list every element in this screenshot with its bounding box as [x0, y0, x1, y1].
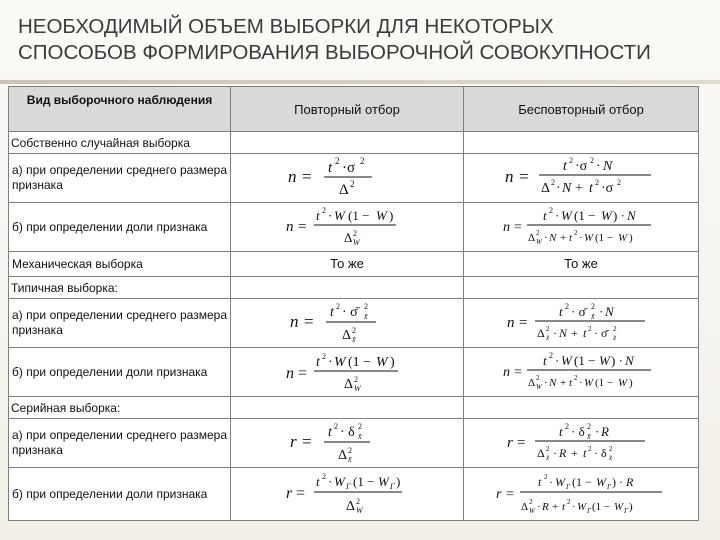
svg-text:n: n — [503, 220, 510, 235]
svg-text:Г: Г — [390, 482, 395, 491]
svg-text:N: N — [605, 304, 614, 319]
svg-text:Г: Г — [587, 507, 591, 515]
svg-text:x̃: x̃ — [587, 432, 591, 441]
svg-text:t: t — [583, 446, 587, 460]
formula-serial-repeated-mean — [231, 419, 464, 468]
formula-svg — [282, 203, 412, 247]
svg-text:x̃: x̃ — [546, 334, 550, 342]
table-row — [9, 468, 699, 521]
header-observation-type: Вид выборочного наблюдения — [9, 87, 231, 132]
svg-text:2: 2 — [354, 375, 358, 384]
svg-text:Δ: Δ — [346, 499, 356, 514]
section-row-mechanical — [9, 252, 699, 277]
svg-text:W: W — [354, 384, 361, 392]
svg-text:N: N — [625, 353, 634, 368]
svg-text:·: · — [595, 424, 600, 439]
svg-text:2: 2 — [617, 178, 621, 187]
svg-text:W: W — [596, 475, 606, 489]
svg-text:2: 2 — [549, 351, 553, 360]
section-row-simple-random — [9, 132, 699, 154]
svg-text:(1 −: (1 − — [574, 353, 596, 368]
svg-text:W: W — [334, 208, 345, 223]
svg-text:+: + — [571, 446, 578, 460]
table-row — [9, 419, 699, 468]
title-line-1: НЕОБХОДИМЫЙ ОБЪЕМ ВЫБОРКИ ДЛЯ НЕКОТОРЫХ — [18, 15, 554, 38]
section-row-serial — [9, 397, 699, 419]
svg-text:W: W — [536, 238, 542, 246]
svg-text:) ·: ) · — [611, 353, 623, 368]
svg-text:+: + — [552, 501, 559, 513]
table-header-row — [9, 87, 699, 132]
svg-text:2: 2 — [546, 325, 550, 333]
row-label-mean: а) при определении среднего размера признака — [9, 299, 231, 348]
svg-text:W: W — [618, 232, 628, 244]
svg-text:Δ: Δ — [344, 377, 354, 392]
svg-text:2: 2 — [549, 206, 553, 215]
section-label-mechanical: Механическая выборка — [9, 252, 231, 277]
svg-text:2: 2 — [588, 325, 592, 333]
svg-text:(1 −: (1 − — [574, 208, 596, 223]
svg-text:x̃: x̃ — [546, 454, 550, 462]
svg-text:=: = — [519, 167, 529, 186]
formula-svg — [282, 154, 412, 198]
svg-text:2: 2 — [590, 156, 594, 165]
svg-text:·: · — [544, 232, 548, 244]
svg-text:N: N — [603, 159, 613, 174]
svg-text:N: N — [549, 377, 557, 389]
svg-text:x̃: x̃ — [352, 335, 356, 343]
svg-text:=: = — [514, 220, 522, 235]
svg-text:2: 2 — [350, 179, 355, 189]
svg-text:Δ: Δ — [528, 232, 536, 244]
svg-text:·σ: ·σ — [342, 160, 356, 176]
svg-text:·σ: ·σ — [575, 159, 588, 174]
svg-text:Г: Г — [566, 483, 570, 491]
table-row — [9, 203, 699, 252]
svg-text:·: · — [555, 208, 560, 223]
svg-text:2: 2 — [546, 445, 550, 453]
formula-svg — [282, 419, 412, 463]
formula-svg — [282, 299, 412, 343]
formula-typical-repeated-share — [231, 348, 464, 397]
svg-text:W: W — [353, 238, 360, 247]
svg-text:2: 2 — [529, 498, 533, 506]
svg-text:W: W — [584, 377, 594, 389]
svg-text:) ·: ) · — [612, 475, 623, 489]
svg-text:=: = — [519, 315, 528, 331]
svg-text:·: · — [544, 377, 548, 389]
svg-text:Δ: Δ — [339, 182, 349, 198]
svg-text:·: · — [537, 501, 541, 513]
svg-text:2: 2 — [587, 422, 591, 431]
svg-text:Δ: Δ — [338, 448, 348, 463]
svg-text:(1 −: (1 − — [348, 208, 370, 223]
svg-text:·: · — [328, 355, 333, 370]
section-row-typical — [9, 277, 699, 299]
svg-text:=: = — [506, 487, 514, 502]
section-label-typical: Типичная выборка: — [9, 277, 231, 299]
title-divider — [0, 80, 720, 84]
svg-text:Δ: Δ — [537, 326, 545, 340]
svg-text:n: n — [288, 167, 297, 186]
svg-text:R: R — [559, 446, 567, 460]
svg-text:t: t — [589, 181, 593, 196]
svg-text:2: 2 — [544, 473, 548, 481]
svg-text:t: t — [316, 355, 320, 370]
svg-text:· δ: · δ — [571, 424, 585, 439]
svg-text:+: + — [560, 232, 567, 244]
svg-text:(1 −: (1 − — [348, 355, 372, 370]
formula-svg — [501, 348, 661, 392]
svg-text:W: W — [577, 501, 587, 513]
svg-text:N: N — [627, 208, 636, 223]
svg-text:2: 2 — [360, 156, 365, 166]
svg-text:W: W — [618, 377, 628, 389]
svg-text:N: N — [562, 181, 572, 196]
svg-text:=: = — [296, 485, 306, 502]
svg-text:t: t — [562, 501, 566, 513]
row-label-share: б) при определении доли признака — [9, 348, 231, 397]
sample-size-table — [8, 86, 699, 521]
svg-text:2: 2 — [352, 326, 356, 335]
formula-svg — [496, 468, 666, 516]
svg-text:r: r — [507, 435, 513, 451]
formula-svg — [501, 299, 661, 343]
formula-random-repeated-mean — [231, 154, 464, 203]
svg-text:·: · — [549, 475, 553, 489]
svg-text:n: n — [507, 315, 515, 331]
svg-text:2: 2 — [335, 156, 340, 166]
svg-text:t: t — [559, 424, 563, 439]
svg-text:W: W — [561, 353, 572, 368]
svg-text:· δ: · δ — [594, 446, 607, 460]
section-label-serial: Серийная выборка: — [9, 397, 231, 419]
row-label-mean: а) при определении среднего размера признака — [9, 419, 231, 468]
svg-text:): ) — [390, 355, 395, 370]
svg-text:Г: Г — [346, 482, 351, 491]
svg-text:·: · — [579, 377, 583, 389]
svg-text:) ·: ) · — [613, 208, 625, 223]
svg-text:2: 2 — [364, 302, 368, 311]
svg-text:W: W — [376, 355, 388, 370]
svg-text:2: 2 — [334, 422, 338, 431]
svg-text:=: = — [302, 432, 312, 451]
svg-text:+: + — [575, 181, 583, 196]
svg-text:(1 −: (1 − — [592, 501, 611, 513]
svg-text:x̃: x̃ — [358, 432, 362, 441]
header-repeated-sampling: Повторный отбор — [231, 87, 464, 132]
svg-text:·: · — [596, 159, 601, 174]
svg-text:W: W — [536, 383, 542, 391]
svg-text:2: 2 — [574, 229, 578, 237]
svg-text:x̃: x̃ — [348, 455, 352, 463]
svg-text:2: 2 — [565, 302, 569, 311]
table-row — [9, 299, 699, 348]
formula-typical-nonrepeated-share — [464, 348, 699, 397]
svg-text:x̃: x̃ — [609, 454, 613, 462]
svg-text:2: 2 — [591, 302, 595, 311]
svg-text:=: = — [298, 365, 308, 382]
svg-text:2: 2 — [565, 422, 569, 431]
formula-svg — [501, 203, 661, 247]
svg-text:Г: Г — [624, 507, 628, 515]
formula-serial-repeated-share — [231, 468, 464, 521]
svg-text:·: · — [599, 304, 604, 319]
svg-text:2: 2 — [595, 178, 599, 187]
formula-svg — [282, 348, 412, 392]
svg-text:=: = — [517, 435, 526, 451]
svg-text:+: + — [560, 377, 567, 389]
svg-text:): ) — [629, 232, 633, 244]
formula-random-nonrepeated-mean — [464, 154, 699, 203]
svg-text:W: W — [555, 475, 565, 489]
svg-text:W: W — [356, 506, 363, 515]
svg-text:n: n — [286, 365, 294, 382]
svg-text:x̃: x̃ — [364, 312, 368, 321]
svg-text:2: 2 — [322, 206, 326, 215]
svg-text:2: 2 — [322, 472, 326, 481]
svg-text:(1 −: (1 − — [572, 475, 592, 489]
row-label-share: б) при определении доли признака — [9, 468, 231, 521]
svg-text:t: t — [563, 159, 567, 174]
svg-text:t: t — [559, 304, 563, 319]
svg-text:t: t — [328, 425, 332, 440]
svg-text:W: W — [584, 232, 594, 244]
svg-text:W: W — [376, 208, 387, 223]
svg-text:r: r — [290, 432, 297, 451]
svg-text:R: R — [601, 424, 609, 439]
svg-text:): ) — [389, 208, 394, 223]
svg-text:Δ: Δ — [537, 446, 545, 460]
svg-text:t: t — [328, 160, 333, 176]
cell-same-nonrepeated: То же — [464, 252, 699, 277]
svg-text:n: n — [505, 167, 514, 186]
svg-text:R: R — [626, 475, 634, 489]
svg-text:·: · — [572, 501, 576, 513]
svg-text:t: t — [569, 232, 573, 244]
svg-text:·: · — [328, 208, 333, 223]
title-line-2: СПОСОБОВ ФОРМИРОВАНИЯ ВЫБОРОЧНОЙ СОВОКУПНОСТИ — [18, 41, 651, 64]
svg-text:W: W — [378, 474, 389, 489]
formula-typical-repeated-mean — [231, 299, 464, 348]
svg-text:2: 2 — [569, 156, 573, 165]
svg-text:2: 2 — [609, 445, 613, 453]
svg-text:2: 2 — [353, 229, 357, 238]
svg-text:· σ̄: · σ̄ — [342, 305, 358, 320]
formula-svg — [501, 154, 661, 198]
svg-text:t: t — [583, 326, 587, 340]
svg-text:=: = — [298, 219, 307, 235]
row-label-mean: а) при определении среднего размера признака — [9, 154, 231, 203]
svg-text:(1 −: (1 − — [353, 474, 375, 489]
svg-text:2: 2 — [358, 422, 362, 431]
svg-text:t: t — [316, 474, 320, 489]
svg-text:t: t — [538, 475, 542, 489]
svg-text:t: t — [316, 208, 320, 223]
svg-text:Δ: Δ — [521, 501, 529, 513]
svg-text:(1 −: (1 − — [595, 232, 614, 244]
svg-text:t: t — [569, 377, 573, 389]
svg-text:2: 2 — [356, 497, 360, 506]
svg-text:·: · — [555, 353, 560, 368]
svg-text:W: W — [561, 208, 572, 223]
svg-text:t: t — [543, 353, 547, 368]
svg-text:t: t — [330, 305, 334, 320]
svg-text:2: 2 — [336, 302, 340, 311]
header-non-repeated-sampling: Бесповторный отбор — [464, 87, 699, 132]
svg-text:=: = — [302, 167, 312, 186]
svg-text:n: n — [290, 312, 299, 331]
svg-text:·σ: ·σ — [601, 181, 614, 196]
svg-text:(1 −: (1 − — [595, 377, 614, 389]
svg-text:2: 2 — [536, 374, 540, 382]
svg-text:· σ̄: · σ̄ — [594, 326, 608, 340]
svg-text:=: = — [304, 312, 314, 331]
formula-svg — [282, 468, 412, 516]
svg-text:x̃: x̃ — [613, 334, 617, 342]
svg-text:2: 2 — [348, 446, 352, 455]
formula-typical-nonrepeated-mean — [464, 299, 699, 348]
page-title — [18, 14, 708, 66]
svg-text:2: 2 — [613, 325, 617, 333]
svg-text:W: W — [529, 507, 535, 515]
svg-text:·: · — [579, 232, 583, 244]
cell-same-repeated: То же — [231, 252, 464, 277]
svg-text:2: 2 — [322, 352, 326, 361]
svg-text:R: R — [542, 501, 549, 513]
svg-text:+: + — [571, 326, 578, 340]
svg-text:2: 2 — [551, 178, 555, 187]
svg-text:2: 2 — [567, 498, 571, 506]
svg-text:Δ: Δ — [344, 230, 353, 245]
svg-text:2: 2 — [536, 229, 540, 237]
svg-text:W: W — [334, 474, 345, 489]
svg-text:N: N — [549, 232, 557, 244]
svg-text:Δ: Δ — [528, 377, 536, 389]
table-row — [9, 348, 699, 397]
svg-text:x̃: x̃ — [591, 312, 595, 321]
formula-serial-nonrepeated-share — [464, 468, 699, 521]
svg-text:): ) — [629, 377, 633, 389]
svg-text:r: r — [286, 485, 293, 502]
formula-random-repeated-share — [231, 203, 464, 252]
svg-text:· σ̄: · σ̄ — [571, 304, 586, 319]
svg-text:r: r — [496, 487, 502, 502]
svg-text:W: W — [599, 353, 610, 368]
svg-text:W: W — [614, 501, 624, 513]
svg-text:· δ: · δ — [340, 425, 355, 440]
table-row — [9, 154, 699, 203]
svg-text:·: · — [553, 326, 557, 340]
svg-text:Δ: Δ — [541, 181, 551, 196]
formula-serial-nonrepeated-mean — [464, 419, 699, 468]
svg-text:): ) — [396, 474, 401, 489]
svg-text:·: · — [556, 181, 561, 196]
svg-text:W: W — [334, 355, 346, 370]
row-label-share: б) при определении доли признака — [9, 203, 231, 252]
svg-text:Г: Г — [607, 483, 611, 491]
svg-text:n: n — [503, 365, 510, 380]
svg-text:2: 2 — [588, 445, 592, 453]
svg-text:Δ: Δ — [342, 328, 352, 343]
svg-text:t: t — [543, 208, 547, 223]
svg-text:·: · — [328, 474, 333, 489]
svg-text:N: N — [559, 326, 568, 340]
svg-text:W: W — [601, 208, 612, 223]
svg-text:): ) — [629, 501, 633, 513]
formula-random-nonrepeated-share — [464, 203, 699, 252]
svg-text:2: 2 — [574, 374, 578, 382]
section-label-simple-random: Собственно случайная выборка — [9, 132, 231, 154]
svg-text:=: = — [514, 365, 522, 380]
formula-svg — [501, 419, 661, 463]
svg-text:·: · — [553, 446, 557, 460]
svg-text:n: n — [286, 219, 294, 235]
